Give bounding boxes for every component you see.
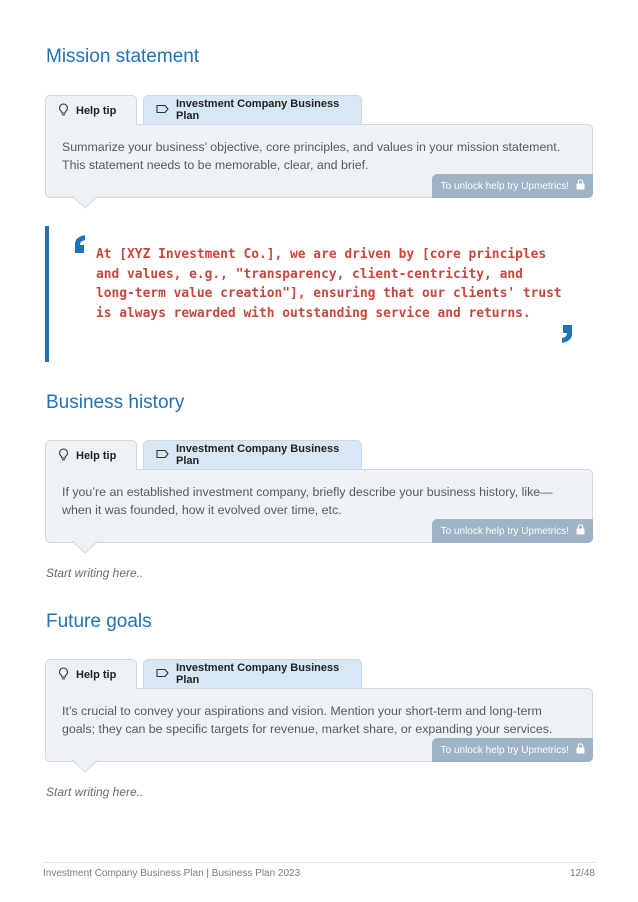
- tab-plan[interactable]: [143, 440, 362, 469]
- tip-text: It’s crucial to convey your aspirations and vision. Mention your short-term and long-term goals; they can be specific targets for revenue, market share, or expanding your services.: [62, 704, 553, 736]
- tip-pointer: [72, 541, 98, 554]
- tab-help-label: Help tip: [76, 668, 117, 681]
- footer-page-number: 12/48: [569, 868, 595, 879]
- tip-box: [45, 688, 593, 762]
- tag-icon: [156, 449, 176, 462]
- footer-document-title: Investment Company Business Plan | Business Plan 2023: [43, 868, 301, 879]
- unlock-label: To unlock help try Upmetrics!: [440, 744, 569, 756]
- tab-plan-label: Investment Company Business Plan: [176, 98, 340, 122]
- tab-help-tip[interactable]: [45, 95, 137, 125]
- writing-placeholder-history[interactable]: Start writing here..: [46, 566, 144, 580]
- section-title-history: Business history: [46, 392, 185, 413]
- tab-help-tip[interactable]: [45, 659, 137, 689]
- help-tip-history: [45, 440, 593, 543]
- section-title-mission: Mission statement: [46, 46, 200, 67]
- tab-help-tip[interactable]: [45, 440, 137, 470]
- tip-pointer: [72, 196, 98, 209]
- lightbulb-icon: [58, 667, 76, 683]
- tab-plan[interactable]: [143, 659, 362, 688]
- open-quote-icon: [73, 234, 87, 259]
- tag-icon: [156, 104, 176, 117]
- lightbulb-icon: [58, 448, 76, 464]
- quote-text: At [XYZ Investment Co.], we are driven by [core principles and values, e.g., "transparency, client-centricity, and long-term value creation"], ensuring that our clients' trust is always rewarded with outstanding service and returns.: [96, 247, 562, 321]
- unlock-button[interactable]: [432, 519, 593, 543]
- lock-icon: [569, 524, 585, 538]
- section-title-goals: Future goals: [46, 611, 152, 632]
- help-tip-mission: [45, 95, 593, 198]
- lightbulb-icon: [58, 103, 76, 119]
- close-quote-icon: [560, 324, 574, 349]
- tip-pointer: [72, 760, 98, 773]
- help-tip-goals: [45, 659, 593, 762]
- tab-help-label: Help tip: [76, 449, 117, 462]
- tab-help-label: Help tip: [76, 104, 117, 117]
- tip-text: Summarize your business’ objective, core principles, and values in your mission statement. This statement needs to be memorable, clear, and brief.: [62, 140, 561, 172]
- unlock-label: To unlock help try Upmetrics!: [440, 525, 569, 537]
- tip-box: [45, 469, 593, 543]
- lock-icon: [569, 179, 585, 193]
- tab-plan-label: Investment Company Business Plan: [176, 662, 340, 686]
- writing-placeholder-goals[interactable]: Start writing here..: [46, 785, 144, 799]
- unlock-button[interactable]: [432, 174, 593, 198]
- footer-divider: [43, 862, 595, 863]
- tag-icon: [156, 668, 176, 681]
- unlock-button[interactable]: [432, 738, 593, 762]
- tip-text: If you’re an established investment company, briefly describe your business history, like—when it was founded, how it evolved over time, etc.: [62, 485, 553, 517]
- unlock-label: To unlock help try Upmetrics!: [440, 180, 569, 192]
- lock-icon: [569, 743, 585, 757]
- tip-box: [45, 124, 593, 198]
- tab-plan[interactable]: [143, 95, 362, 124]
- mission-quote: [45, 226, 593, 362]
- tab-plan-label: Investment Company Business Plan: [176, 443, 340, 467]
